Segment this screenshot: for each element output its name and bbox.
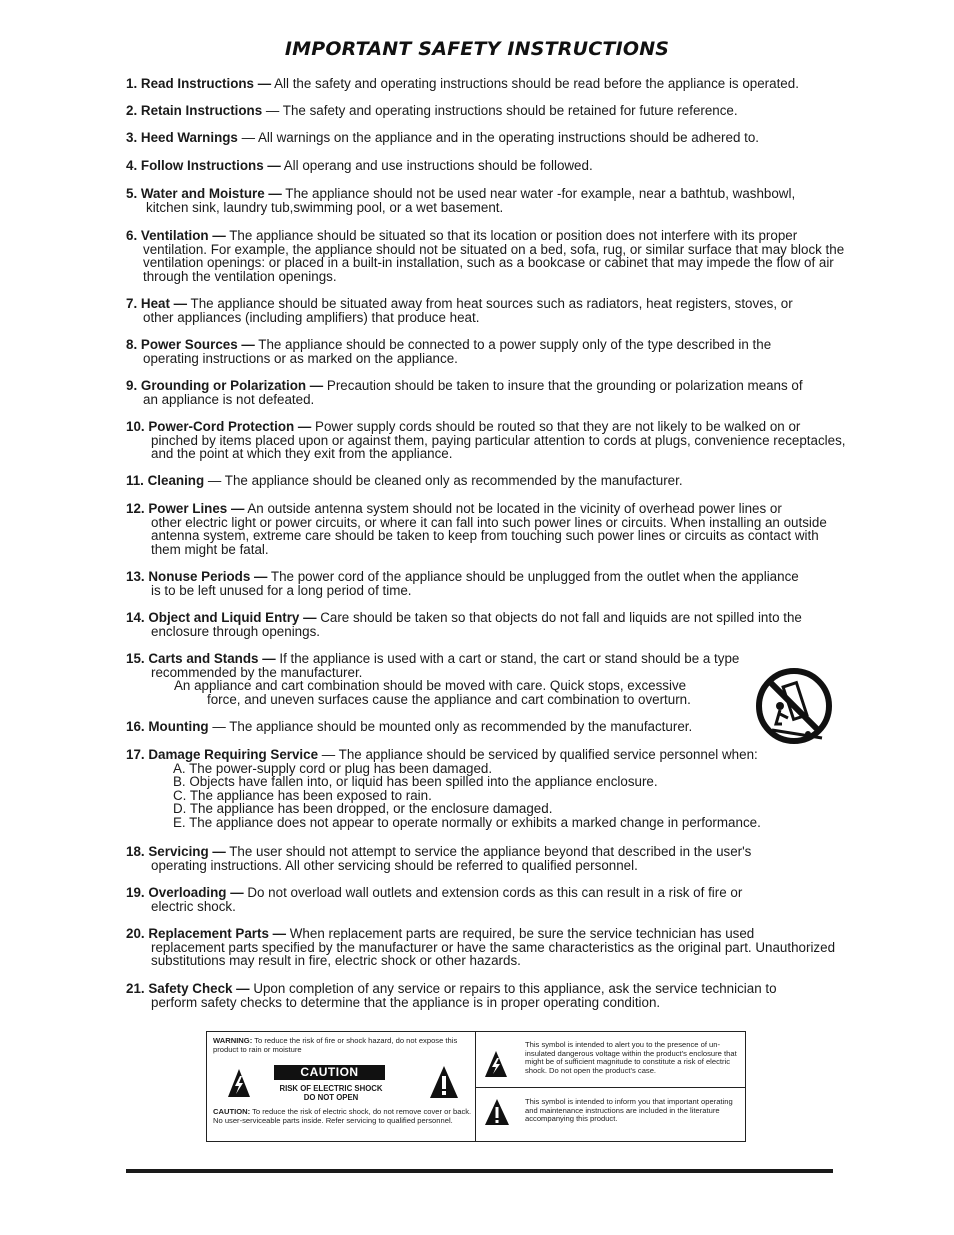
caution-text: CAUTION: To reduce the risk of electric shock, do not remove cover or back. No user-serviceable parts inside. Refer servicing to qualified personnel. [213,1107,472,1125]
instruction-item-16: 16. Mounting — The appliance should be mounted only as recommended by the manufacturer. [126,719,693,734]
instruction-item-12: 12. Power Lines — An outside antenna system should not be located in the vicinity of overhead power lines or other electric light or power circuits, or where it can fall into such power lines or circuits. When installing an outside antenna system, extreme care should be taken to keep from touching such power lines or circuits as contact with them might be fatal. [126,502,848,556]
instruction-item-9-cont: an appliance is not defeated. [143,391,315,407]
warning-label-box [206,1031,746,1142]
instruction-item-2: 2. Retain Instructions — The safety and operating instructions should be retained for future reference. [126,103,738,118]
instruction-item-14-cont: enclosure through openings. [151,623,320,639]
instruction-item-1: 1. Read Instructions — All the safety and operating instructions should be read before the appliance is operated. [126,76,799,91]
instruction-item-7: 7. Heat — The appliance should be situated away from heat sources such as radiators, heat registers, stoves, or other appliances (including amplifiers) that produce heat. [126,297,848,324]
exclamation-triangle-icon [484,1098,510,1126]
instruction-item-21: 21. Safety Check — Upon completion of any service or repairs to this appliance, ask the service technician to perform safety checks to determine that the appliance is in proper operating condition. [126,982,848,1009]
instruction-item-10-cont: pinched by items placed upon or against them, paying particular attention to cords at plugs, convenience receptacles, and the point at which they exit from the appliance. [151,432,846,462]
page-title: IMPORTANT SAFETY INSTRUCTIONS [284,38,670,60]
panel-divider [476,1087,745,1088]
instruction-item-17: 17. Damage Requiring Service — The appliance should be serviced by qualified service personnel when: A. The power-supply cord or plug has been damaged. B. Objects have fallen into, or liquid has been spilled into the appliance enclosure. C. The appliance has been exposed to rain. D. The appliance has been dropped, or the enclosure damaged. E. The appliance does not appear to operate normally or exhibits a marked change in performance. [126,748,848,830]
risk-of-shock-text: RISK OF ELECTRIC SHOCK [279,1084,383,1093]
instruction-item-10: 10. Power-Cord Protection — Power supply cords should be routed so that they are not likely to be walked on or pinched by items placed upon or against them, paying particular attention to cords at plugs, convenience receptacles, and the point at which they exit from the appliance. [126,420,848,461]
symbol-explanation-panel [476,1032,745,1141]
instruction-item-9: 9. Grounding or Polarization — Precaution should be taken to insure that the grounding or polarization means of an appliance is not defeated. [126,379,848,406]
instruction-item-6-cont: ventilation. For example, the appliance should not be situated on a bed, sofa, rug, or similar surface that may block the ventilation openings: or placed in a built-in installation, such as a bookcase or cabinet that may impede the flow of air through the ventilation openings. [143,241,845,284]
exclamation-triangle-icon [429,1065,459,1099]
caution-label: CAUTION [274,1065,385,1080]
damage-condition-c: C. The appliance has been exposed to rain. [173,787,432,803]
instruction-item-20-cont: replacement parts specified by the manufacturer or have the same characteristics as the original part. Unauthorized substitutions may result in fire, electric shock or other hazards. [151,939,836,969]
lightning-bolt-triangle-icon [484,1050,508,1078]
damage-condition-b: B. Objects have fallen into, or liquid has been spilled into the appliance enclosure. [173,774,658,790]
instruction-item-15-extra2: force, and uneven surfaces cause the appliance and cart combination to overturn. [207,691,691,707]
instructions-symbol-explanation: This symbol is intended to inform you that important operating and maintenance instructions are included in the literature accompanying this product. [525,1097,733,1124]
instruction-item-4: 4. Follow Instructions — All operang and use instructions should be followed. [126,158,593,173]
instruction-item-15-cont: recommended by the manufacturer. [151,664,363,680]
voltage-symbol-explanation: This symbol is intended to alert you to the presence of un-insulated dangerous voltage within the product's enclosure that might be of sufficient magnitude to constitute a risk of electric shock. Do not open the product's case. [525,1040,737,1075]
footer-rule [126,1169,833,1173]
instruction-item-19-cont: electric shock. [151,898,236,914]
instruction-item-8-cont: operating instructions or as marked on the appliance. [143,350,458,366]
damage-condition-d: D. The appliance has been dropped, or the enclosure damaged. [173,801,553,817]
instruction-item-3: 3. Heed Warnings — All warnings on the appliance and in the operating instructions should be adhered to. [126,130,759,145]
do-not-open-text: DO NOT OPEN [303,1093,359,1102]
instruction-item-18: 18. Servicing — The user should not attempt to service the appliance beyond that described in the user's operating instructions. All other servicing should be referred to qualified personnel. [126,845,848,872]
instruction-item-5: 5. Water and Moisture — The appliance should not be used near water -for example, near a bathtub, washbowl, kitchen sink, laundry tub,swimming pool, or a wet basement. [126,187,848,214]
instruction-item-6: 6. Ventilation — The appliance should be situated so that its location or position does not interfere with its proper ventilation. For example, the appliance should not be situated on a bed, sofa, rug, or similar surface that may block the ventilation openings: or placed in a built-in installation, such as a bookcase or cabinet that may impede the flow of air through the ventilation openings. [126,229,848,283]
instruction-item-11: 11. Cleaning — The appliance should be cleaned only as recommended by the manufacturer. [126,473,683,488]
cart-tip-over-warning-icon [752,668,836,746]
instruction-item-13: 13. Nonuse Periods — The power cord of the appliance should be unplugged from the outlet when the appliance is to be left unused for a long period of time. [126,570,848,597]
instruction-item-19: 19. Overloading — Do not overload wall outlets and extension cords as this can result in a risk of fire or electric shock. [126,886,848,913]
instruction-item-20: 20. Replacement Parts — When replacement parts are required, be sure the service technician has used replacement parts specified by the manufacturer or have the same characteristics as the original part. Unauthorized substitutions may result in fire, electric shock or other hazards. [126,927,848,968]
instruction-item-7-cont: other appliances (including amplifiers) that produce heat. [143,309,480,325]
instruction-item-8: 8. Power Sources — The appliance should be connected to a power supply only of the type described in the operating instructions or as marked on the appliance. [126,338,848,365]
instruction-item-15-extra1: An appliance and cart combination should be moved with care. Quick stops, excessive [174,678,687,694]
instruction-item-14: 14. Object and Liquid Entry — Care should be taken so that objects do not fall and liquids are not spilled into the enclosure through openings. [126,611,848,638]
damage-condition-e: E. The appliance does not appear to operate normally or exhibits a marked change in performance. [173,814,761,830]
damage-condition-a: A. The power-supply cord or plug has been damaged. [173,760,493,776]
instruction-item-5-cont: kitchen sink, laundry tub,swimming pool, or a wet basement. [146,199,504,215]
instruction-item-21-cont: perform safety checks to determine that the appliance is in proper operating condition. [151,994,661,1010]
warning-panel [207,1032,476,1141]
instruction-item-18-cont: operating instructions. All other servicing should be referred to qualified personnel. [151,857,638,873]
instruction-item-13-cont: is to be left unused for a long period of time. [151,582,412,598]
instruction-item-15: 15. Carts and Stands — If the appliance is used with a cart or stand, the cart or stand should be a type recommended by the manufacturer. An appliance and cart combination should be moved with care. Quick stops, excessive force, and uneven surfaces cause the appliance and cart combination to overturn. [126,652,786,706]
instruction-item-12-cont: other electric light or power circuits, or where it can fall into such power lines or circuits. When installing an outside antenna system, extreme care should be taken to keep from touching such power lines or circuits as contact with them might be fatal. [151,514,827,557]
warning-text: WARNING: To reduce the risk of fire or shock hazard, do not expose this product to rain or moisture [213,1036,458,1054]
lightning-bolt-triangle-icon [227,1068,251,1098]
